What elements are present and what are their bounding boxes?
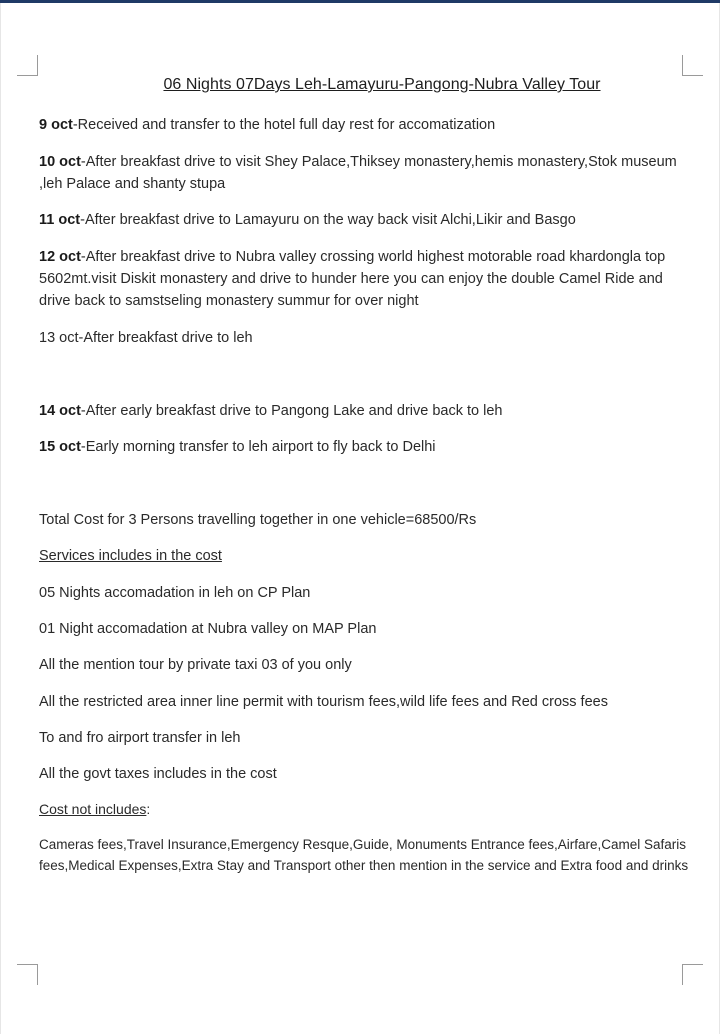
includes-item: To and fro airport transfer in leh (39, 730, 241, 746)
itinerary-day-9 (39, 114, 689, 136)
total-cost: Total Cost for 3 Persons travelling together in one vehicle=68500/Rs (39, 512, 477, 528)
margin-corner-bottom-left (17, 964, 38, 985)
day-label: 10 oct (39, 154, 81, 170)
margin-corner-bottom-right (682, 964, 703, 985)
includes-item: 05 Nights accomadation in leh on CP Plan (39, 585, 311, 601)
day-text: -Early morning transfer to leh airport to fly back to Delhi (80, 439, 436, 455)
includes-item: All the mention tour by private taxi 03 of you only (39, 657, 352, 673)
itinerary-day-11 (39, 209, 689, 231)
margin-corner-top-right (682, 55, 703, 76)
day-text: 13 oct-After breakfast drive to leh (39, 330, 253, 346)
document-title: 06 Nights 07Days Leh-Lamayuru-Pangong-Nubra Valley Tour (163, 76, 601, 93)
day-label: 11 oct (39, 212, 81, 228)
itinerary-day-10 (39, 151, 689, 195)
excludes-heading-line (39, 798, 689, 820)
day-text: -After breakfast drive to visit Shey Palace,Thiksey monastery,hemis monastery,Stok museum ,leh Palace and shanty stupa (39, 154, 677, 192)
itinerary-day-14 (39, 400, 689, 422)
day-label: 14 oct (39, 403, 81, 419)
itinerary-day-12 (39, 246, 689, 312)
day-text: -After early breakfast drive to Pangong Lake and drive back to leh (80, 403, 503, 419)
itinerary-day-13 (39, 327, 689, 349)
day-label: 9 oct (39, 117, 73, 133)
excludes-heading: Cost not includes (39, 801, 147, 817)
excludes-text: Cameras fees,Travel Insurance,Emergency Resque,Guide, Monuments Entrance fees,Airfare,Camel Safaris fees,Medical Expenses,Extra Stay and Transport other then mention in the service and Extra food and drinks (39, 837, 689, 873)
day-text: -Received and transfer to the hotel full day rest for accomatization (72, 117, 496, 133)
day-label: 15 oct (39, 439, 81, 455)
includes-heading: Services includes in the cost (39, 548, 222, 564)
includes-item: 01 Night accomadation at Nubra valley on MAP Plan (39, 621, 377, 637)
day-text: -After breakfast drive to Lamayuru on the way back visit Alchi,Likir and Basgo (80, 212, 576, 228)
margin-corner-top-left (17, 55, 38, 76)
includes-item: All the govt taxes includes in the cost (39, 766, 277, 782)
day-text: -After breakfast drive to Nubra valley crossing world highest motorable road khardongla top 5602mt.visit Diskit monastery and drive to hunder here you can enjoy the double Camel Ride and drive back to samstseling monastery summur for over night (39, 249, 666, 309)
includes-item: All the restricted area inner line permit with tourism fees,wild life fees and Red cross fees (39, 694, 608, 710)
day-label: 12 oct (39, 249, 81, 265)
itinerary-day-15 (39, 436, 689, 458)
excludes-colon: : (146, 801, 151, 817)
